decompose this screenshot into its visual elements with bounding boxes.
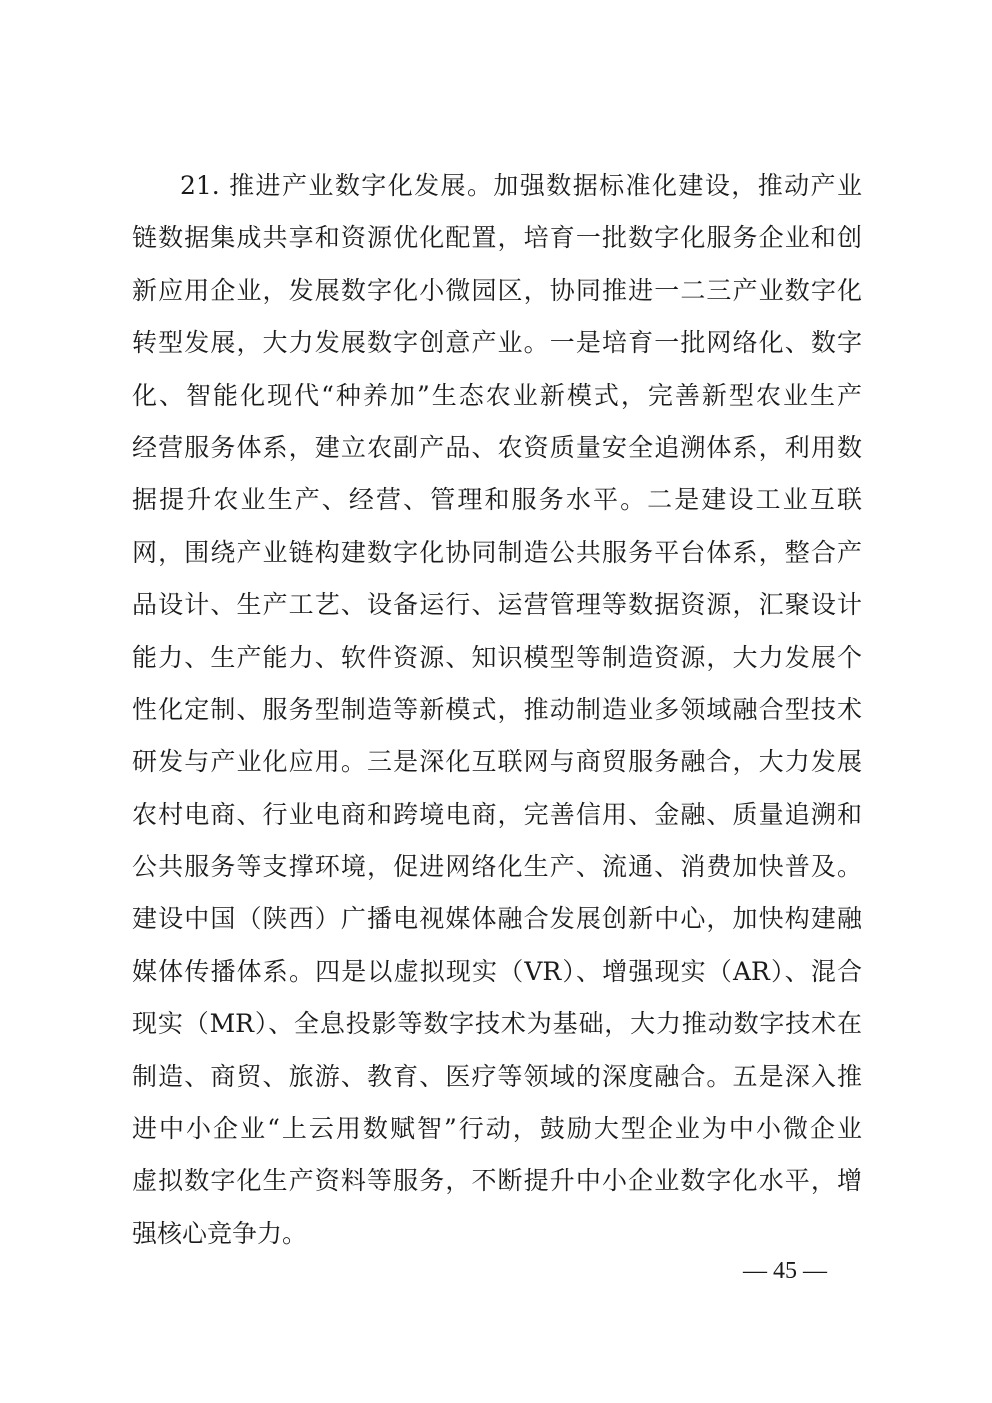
paragraph-line: 21. 推进产业数字化发展。加强数据标准化建设，推动产业 bbox=[180, 171, 862, 200]
paragraph-line: 建设中国（陕西）广播电视媒体融合发展创新中心，加快构建融 bbox=[132, 904, 862, 934]
paragraph-line: 转型发展，大力发展数字创意产业。一是培育一批网络化、数字 bbox=[132, 328, 862, 358]
paragraph-line: 链数据集成共享和资源优化配置，培育一批数字化服务企业和创 bbox=[132, 223, 862, 253]
paragraph-line: 新应用企业，发展数字化小微园区，协同推进一二三产业数字化 bbox=[132, 275, 862, 305]
paragraph-line: 虚拟数字化生产资料等服务，不断提升中小企业数字化水平，增 bbox=[132, 1166, 862, 1196]
paragraph-line: 能力、生产能力、软件资源、知识模型等制造资源，大力发展个 bbox=[132, 642, 862, 672]
paragraph-line: 性化定制、服务型制造等新模式，推动制造业多领域融合型技术 bbox=[132, 694, 862, 724]
paragraph-line: 据提升农业生产、经营、管理和服务水平。二是建设工业互联 bbox=[132, 485, 862, 515]
paragraph-line: 研发与产业化应用。三是深化互联网与商贸服务融合，大力发展 bbox=[132, 747, 862, 777]
page-number: — 45 — bbox=[743, 1258, 827, 1284]
paragraph-line: 现实（MR）、全息投影等数字技术为基础，大力推动数字技术在 bbox=[132, 1009, 862, 1039]
paragraph-line: 制造、商贸、旅游、教育、医疗等领域的深度融合。五是深入推 bbox=[132, 1061, 862, 1091]
paragraph-line: 公共服务等支撑环境，促进网络化生产、流通、消费加快普及。 bbox=[132, 852, 862, 882]
paragraph-line: 品设计、生产工艺、设备运行、运营管理等数据资源，汇聚设计 bbox=[132, 590, 862, 620]
body-paragraph bbox=[132, 160, 862, 1260]
paragraph-line: 化、智能化现代“种养加”生态农业新模式，完善新型农业生产 bbox=[132, 380, 862, 410]
paragraph-line: 网，围绕产业链构建数字化协同制造公共服务平台体系，整合产 bbox=[132, 537, 862, 567]
paragraph-line: 经营服务体系，建立农副产品、农资质量安全追溯体系，利用数 bbox=[132, 432, 862, 462]
paragraph-line: 媒体传播体系。四是以虚拟现实（VR）、增强现实（AR）、混合 bbox=[132, 956, 862, 986]
paragraph-line: 进中小企业“上云用数赋智”行动，鼓励大型企业为中小微企业 bbox=[132, 1114, 862, 1144]
paragraph-line: 强核心竞争力。 bbox=[132, 1218, 308, 1248]
paragraph-line: 农村电商、行业电商和跨境电商，完善信用、金融、质量追溯和 bbox=[132, 799, 862, 829]
